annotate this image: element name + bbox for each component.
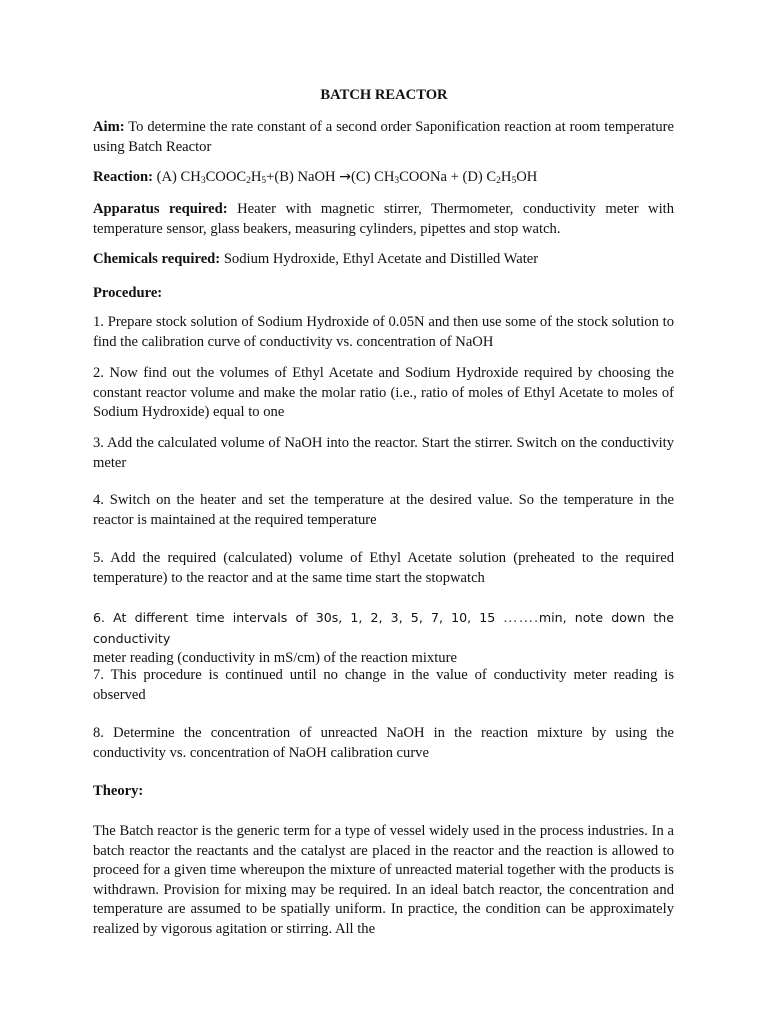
procedure-step: 7. This procedure is continued until no change in the value of conductivity meter reading is observed [93, 667, 674, 703]
reaction-arrow-icon: → [339, 169, 351, 185]
theory-paragraph: The Batch reactor is the generic term for a type of vessel widely used in the process industries. In a batch reactor the reactants and the catalyst are placed in the reactor and the reaction is allowed to proceed for a given time whereupon the mixture of unreacted material together with the products is withdrawn. Provision for mixing may be required. In an ideal batch reactor, the concentration and temperature are assumed to be spatially uniform. In practice, the condition can be approximately realized by vigorous agitation or stirring. All the [93, 823, 674, 937]
procedure-step: 3. Add the calculated volume of NaOH into the reactor. Start the stirrer. Switch on the conductivity meter [93, 435, 674, 471]
procedure-heading: Procedure: [93, 285, 163, 301]
aim-label: Aim: [93, 119, 125, 135]
step6-intervals: 6. At different time intervals of 30s, 1, 2, 3, 5, 7, 10, 15 [93, 610, 496, 625]
procedure-step: 5. Add the required (calculated) volume of Ethyl Acetate solution (preheated to the required temperature) to the reactor and at the same time start the stopwatch [93, 550, 674, 586]
procedure-step: 4. Switch on the heater and set the temperature at the desired value. So the temperature in the reactor is maintained at the required temperature [93, 492, 674, 528]
chemicals-text: Sodium Hydroxide, Ethyl Acetate and Distilled Water [223, 251, 539, 267]
reaction-paragraph [93, 168, 674, 188]
apparatus-text: Heater with magnetic stirrer, Thermometer, conductivity meter with temperature sensor, glass beakers, measuring cylinders, pipettes and stop watch. [93, 201, 674, 237]
apparatus-paragraph [93, 200, 674, 239]
procedure-step: 8. Determine the concentration of unreacted NaOH in the reaction mixture by using the conductivity vs. concentration of NaOH calibration curve [93, 725, 674, 761]
step6-note: min, note down the conductivity [93, 610, 674, 646]
chemicals-label: Chemicals required: [93, 251, 221, 267]
reactant-a: (A) $CH_3COOC_2H_5$ [156, 169, 267, 186]
reaction-label: Reaction: [93, 169, 153, 185]
apparatus-label: Apparatus required: [93, 201, 228, 217]
procedure-step: 1. Prepare stock solution of Sodium Hydroxide of 0.05N and then use some of the stock solution to find the calibration curve of conductivity vs. concentration of NaOH [93, 314, 674, 350]
reactant-b: +(B) NaOH [266, 169, 336, 185]
step6-continuation: meter reading (conductivity in mS/cm) of the reaction mixture [93, 650, 457, 666]
theory-heading: Theory: [93, 783, 144, 799]
aim-paragraph [93, 118, 674, 157]
chemicals-paragraph [93, 250, 674, 270]
product-c-d: (C) $CH_3COONa + (D)$ $C_2H_5OH$ [351, 169, 538, 186]
procedure-step: 2. Now find out the volumes of Ethyl Acetate and Sodium Hydroxide required by choosing the constant reactor volume and make the molar ratio (i.e., ratio of moles of Ethyl Acetate to moles of Sodium Hydroxide) equal to one [93, 365, 674, 420]
procedure-step-6 [93, 608, 674, 669]
aim-text: To determine the rate constant of a second order Saponification reaction at room temperature using Batch Reactor [93, 119, 674, 155]
step6-dots: ……. [503, 610, 539, 626]
page-title: BATCH REACTOR [320, 87, 448, 103]
